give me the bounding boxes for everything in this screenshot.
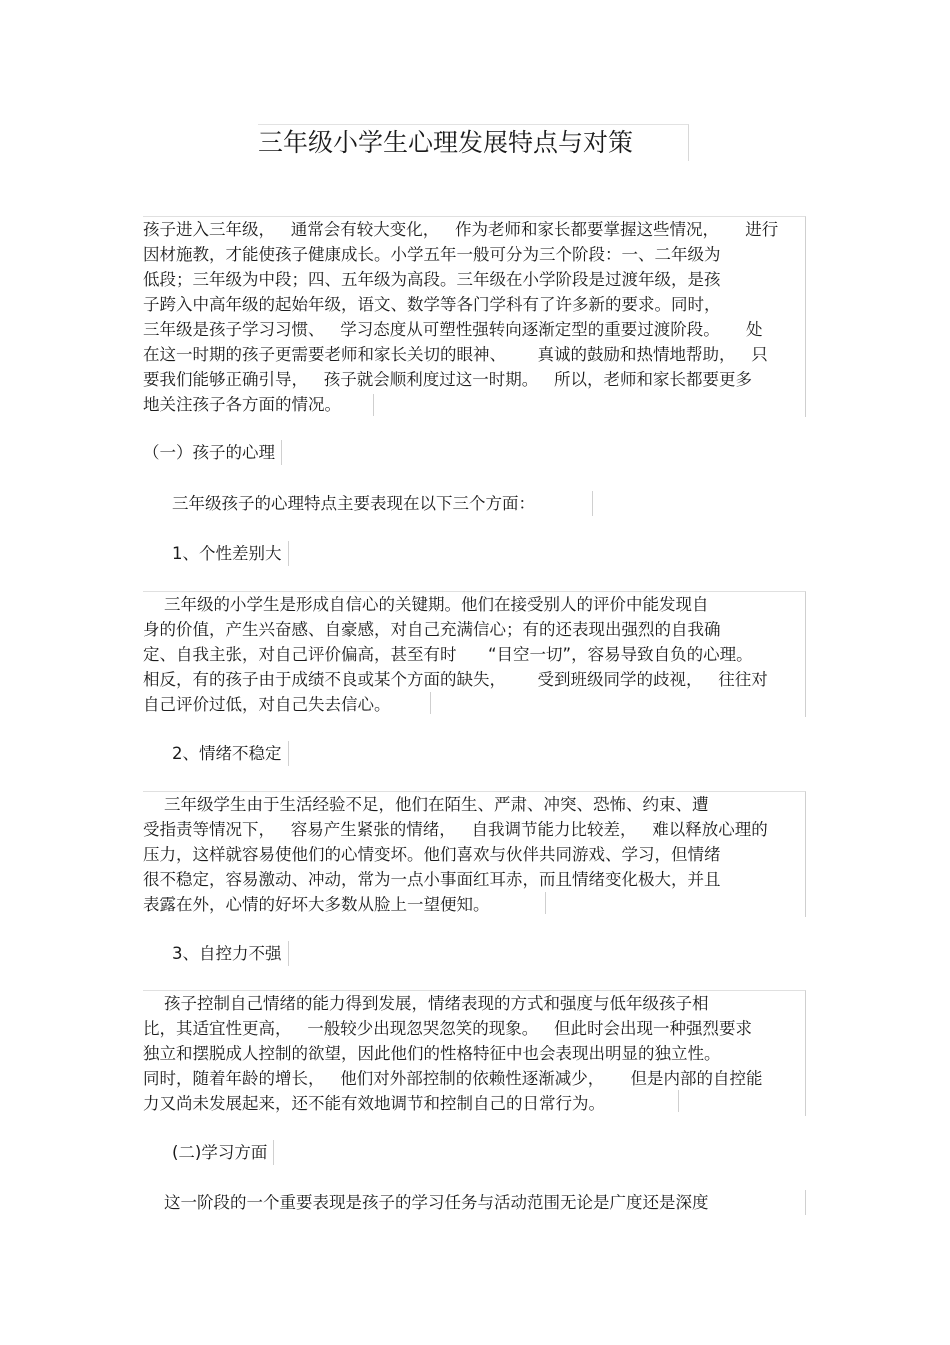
line-end-marker — [373, 394, 374, 416]
section-heading: （一）孩子的心理 — [143, 440, 282, 465]
paragraph-line: 因材施教，才能使孩子健康成长。小学五年一般可分为三个阶段：一、二年级为 — [143, 245, 721, 264]
section2-paragraph — [143, 1190, 806, 1215]
item1-paragraph — [143, 591, 806, 717]
paragraph-line: 子跨入中高年级的起始年级，语文、数学等各门学科有了许多新的要求。同时， — [143, 295, 721, 314]
paragraph-line: 在这一时期的孩子更需要老师和家长关切的眼神、 真诚的鼓励和热情地帮助， 只 — [143, 345, 768, 364]
paragraph-line: 孩子控制自己情绪的能力得到发展，情绪表现的方式和强度与低年级孩子相 — [143, 994, 709, 1013]
paragraph-line: 比，其适宜性更高， 一般较少出现忽哭忽笑的现象。 但此时会出现一种强烈要求 — [143, 1019, 752, 1038]
section-lead: 三年级孩子的心理特点主要表现在以下三个方面： — [172, 491, 593, 516]
paragraph-line: 相反，有的孩子由于成绩不良或某个方面的缺失， 受到班级同学的歧视， 往往对 — [143, 670, 768, 689]
paragraph-line: 表露在外，心情的好坏大多数从脸上一望便知。 — [143, 895, 490, 914]
line-end-marker — [430, 692, 431, 714]
paragraph-line: 身的价值，产生兴奋感、自豪感，对自己充满信心；有的还表现出强烈的自我确 — [143, 620, 721, 639]
paragraph-line: 低段；三年级为中段；四、五年级为高段。三年级在小学阶段是过渡年级，是孩 — [143, 270, 721, 289]
paragraph-line: 孩子进入三年级， 通常会有较大变化， 作为老师和家长都要掌握这些情况， 进行 — [143, 220, 779, 239]
subsection-heading: 3、自控力不强 — [172, 941, 289, 966]
paragraph-line: 地关注孩子各方面的情况。 — [143, 395, 341, 414]
paragraph-line: 这一阶段的一个重要表现是孩子的学习任务与活动范围无论是广度还是深度 — [143, 1193, 709, 1212]
paragraph-line: 受指责等情况下， 容易产生紧张的情绪， 自我调节能力比较差， 难以释放心理的 — [143, 820, 768, 839]
paragraph-line: 三年级是孩子学习习惯、 学习态度从可塑性强转向逐渐定型的重要过渡阶段。 处 — [143, 320, 763, 339]
paragraph-line: 三年级学生由于生活经验不足，他们在陌生、严肃、冲突、恐怖、约束、遭 — [143, 795, 709, 814]
paragraph-line: 三年级的小学生是形成自信心的关键期。他们在接受别人的评价中能发现自 — [143, 595, 709, 614]
paragraph-line: 力又尚未发展起来，还不能有效地调节和控制自己的日常行为。 — [143, 1094, 605, 1113]
paragraph-line: 自己评价过低，对自己失去信心。 — [143, 695, 391, 714]
paragraph-line: 很不稳定，容易激动、冲动，常为一点小事面红耳赤，而且情绪变化极大，并且 — [143, 870, 721, 889]
intro-paragraph — [143, 216, 806, 417]
paragraph-line: 要我们能够正确引导， 孩子就会顺利度过这一时期。 所以，老师和家长都要更多 — [143, 370, 752, 389]
paragraph-line: 同时，随着年龄的增长， 他们对外部控制的依赖性逐渐减少， 但是内部的自控能 — [143, 1069, 763, 1088]
line-end-marker — [545, 892, 546, 914]
section-heading: (二)学习方面 — [172, 1140, 274, 1165]
item2-paragraph — [143, 791, 806, 917]
item3-paragraph — [143, 990, 806, 1116]
paragraph-line: 压力，这样就容易使他们的心情变坏。他们喜欢与伙伴共同游戏、学习，但情绪 — [143, 845, 721, 864]
line-end-marker — [678, 1090, 679, 1112]
paragraph-line: 独立和摆脱成人控制的欲望，因此他们的性格特征中也会表现出明显的独立性。 — [143, 1044, 721, 1063]
document-title: 三年级小学生心理发展特点与对策 — [258, 124, 689, 161]
paragraph-line: 定、自我主张，对自己评价偏高，甚至有时 “目空一切”，容易导致自负的心理。 — [143, 645, 753, 664]
subsection-heading: 1、个性差别大 — [172, 541, 289, 566]
subsection-heading: 2、情绪不稳定 — [172, 741, 289, 766]
